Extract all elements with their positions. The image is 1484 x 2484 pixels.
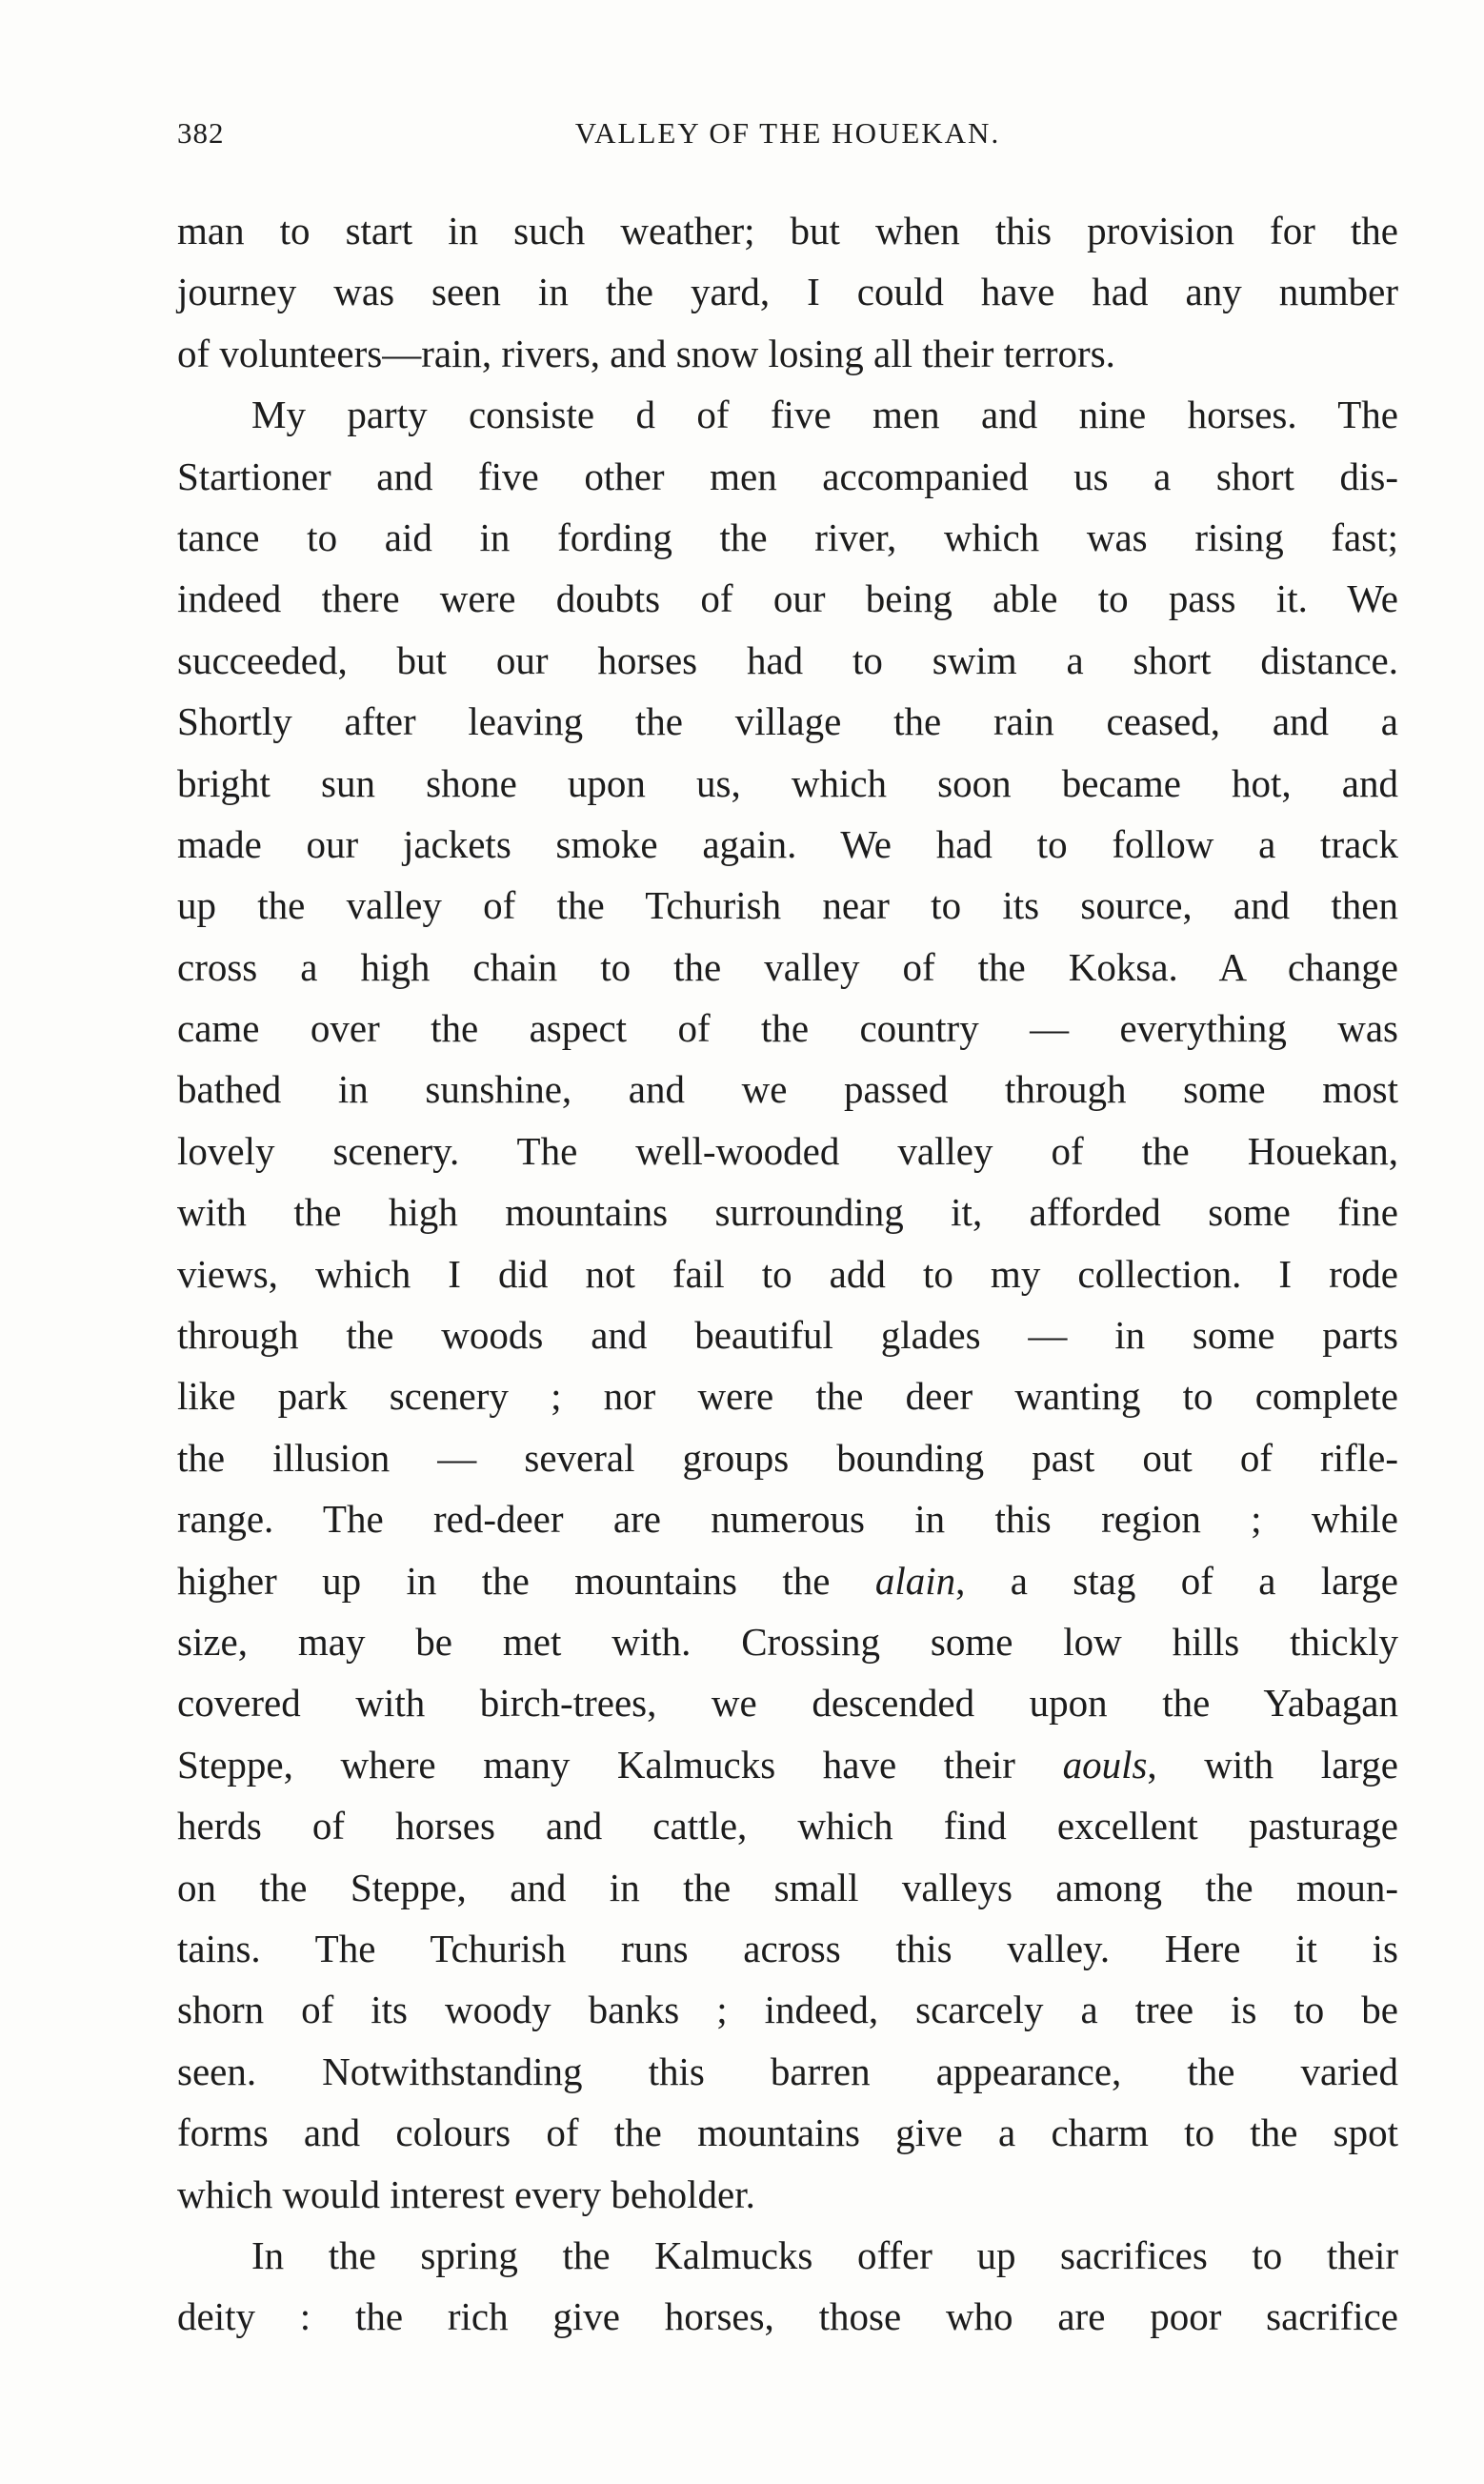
text-line: size, may be met with. Crossing some low hills thickly [177, 1619, 1398, 1664]
text-line: forms and colours of the mountains give a charm to the spot [177, 2110, 1398, 2155]
italic-term-alain: alain [874, 1558, 956, 1603]
text-line: with the high mountains surrounding it, afforded some fine [177, 1190, 1398, 1235]
text-line: Shortly after leaving the village the rain ceased, and a [177, 699, 1398, 744]
text-line: indeed there were doubts of our being able to pass it. We [177, 576, 1398, 621]
text-line: made our jackets smoke again. We had to follow a track [177, 821, 1398, 866]
text-line: covered with birch-trees, we descended upon the Yabagan [177, 1681, 1398, 1726]
text-line: which would interest every beholder. [177, 2171, 755, 2216]
running-title: VALLEY OF THE HOUEKAN. [574, 116, 1001, 150]
text-line: came over the aspect of the country — everything was [177, 1006, 1398, 1051]
text-run: , with large [1147, 1742, 1398, 1787]
text-line: In the spring the Kalmucks offer up sacrifices to their [251, 2232, 1398, 2277]
text-line: deity : the rich give horses, those who are poor sacrifice [177, 2294, 1398, 2339]
text-line: Startioner and five other men accompanied us a short dis- [177, 454, 1398, 498]
text-line: of volunteers—rain, rivers, and snow losing all their terrors. [177, 331, 1115, 375]
text-line: bright sun shone upon us, which soon became hot, and [177, 760, 1398, 805]
text-line: range. The red-deer are numerous in this region ; while [177, 1497, 1398, 1542]
text-line: man to start in such weather; but when this provision for the [177, 209, 1398, 252]
text-run: Steppe, where many Kalmucks have their [177, 1742, 1063, 1787]
body-text [177, 200, 1398, 2348]
text-line: succeeded, but our horses had to swim a short distance. [177, 637, 1398, 682]
text-line: seen. Notwithstanding this barren appearance, the varied [177, 2049, 1398, 2093]
text-line: tains. The Tchurish runs across this valley. Here it is [177, 1926, 1398, 1970]
text-line: lovely scenery. The well-wooded valley of the Houekan, [177, 1128, 1398, 1173]
text-line: shorn of its woody banks ; indeed, scarcely a tree is to be [177, 1988, 1398, 2032]
text-line: through the woods and beautiful glades — in some parts [177, 1313, 1398, 1358]
text-line-with-italic [177, 1550, 1398, 1611]
text-line: views, which I did not fail to add to my collection. I rode [177, 1251, 1398, 1296]
running-head [177, 116, 1398, 158]
page-number: 382 [177, 116, 225, 150]
text-line: on the Steppe, and in the small valleys among the moun- [177, 1865, 1398, 1909]
text-line: up the valley of the Tchurish near to its source, and then [177, 883, 1398, 928]
text-line: tance to aid in fording the river, which was rising fast; [177, 515, 1398, 559]
text-line: the illusion — several groups bounding past out of rifle- [177, 1435, 1398, 1480]
italic-term-aouls: aouls [1062, 1742, 1148, 1787]
text-run: , a stag of a large [955, 1558, 1398, 1603]
text-line-with-italic [177, 1734, 1398, 1795]
text-run: higher up in the mountains the [177, 1558, 875, 1603]
text-line: herds of horses and cattle, which find excellent pasturage [177, 1804, 1398, 1848]
text-line: My party consiste d of five men and nine horses. The [251, 393, 1398, 437]
text-line: like park scenery ; nor were the deer wanting to complete [177, 1374, 1398, 1419]
text-line: bathed in sunshine, and we passed through some most [177, 1067, 1398, 1112]
text-line: cross a high chain to the valley of the Koksa. A change [177, 944, 1398, 989]
text-line: journey was seen in the yard, I could have had any number [177, 270, 1398, 314]
